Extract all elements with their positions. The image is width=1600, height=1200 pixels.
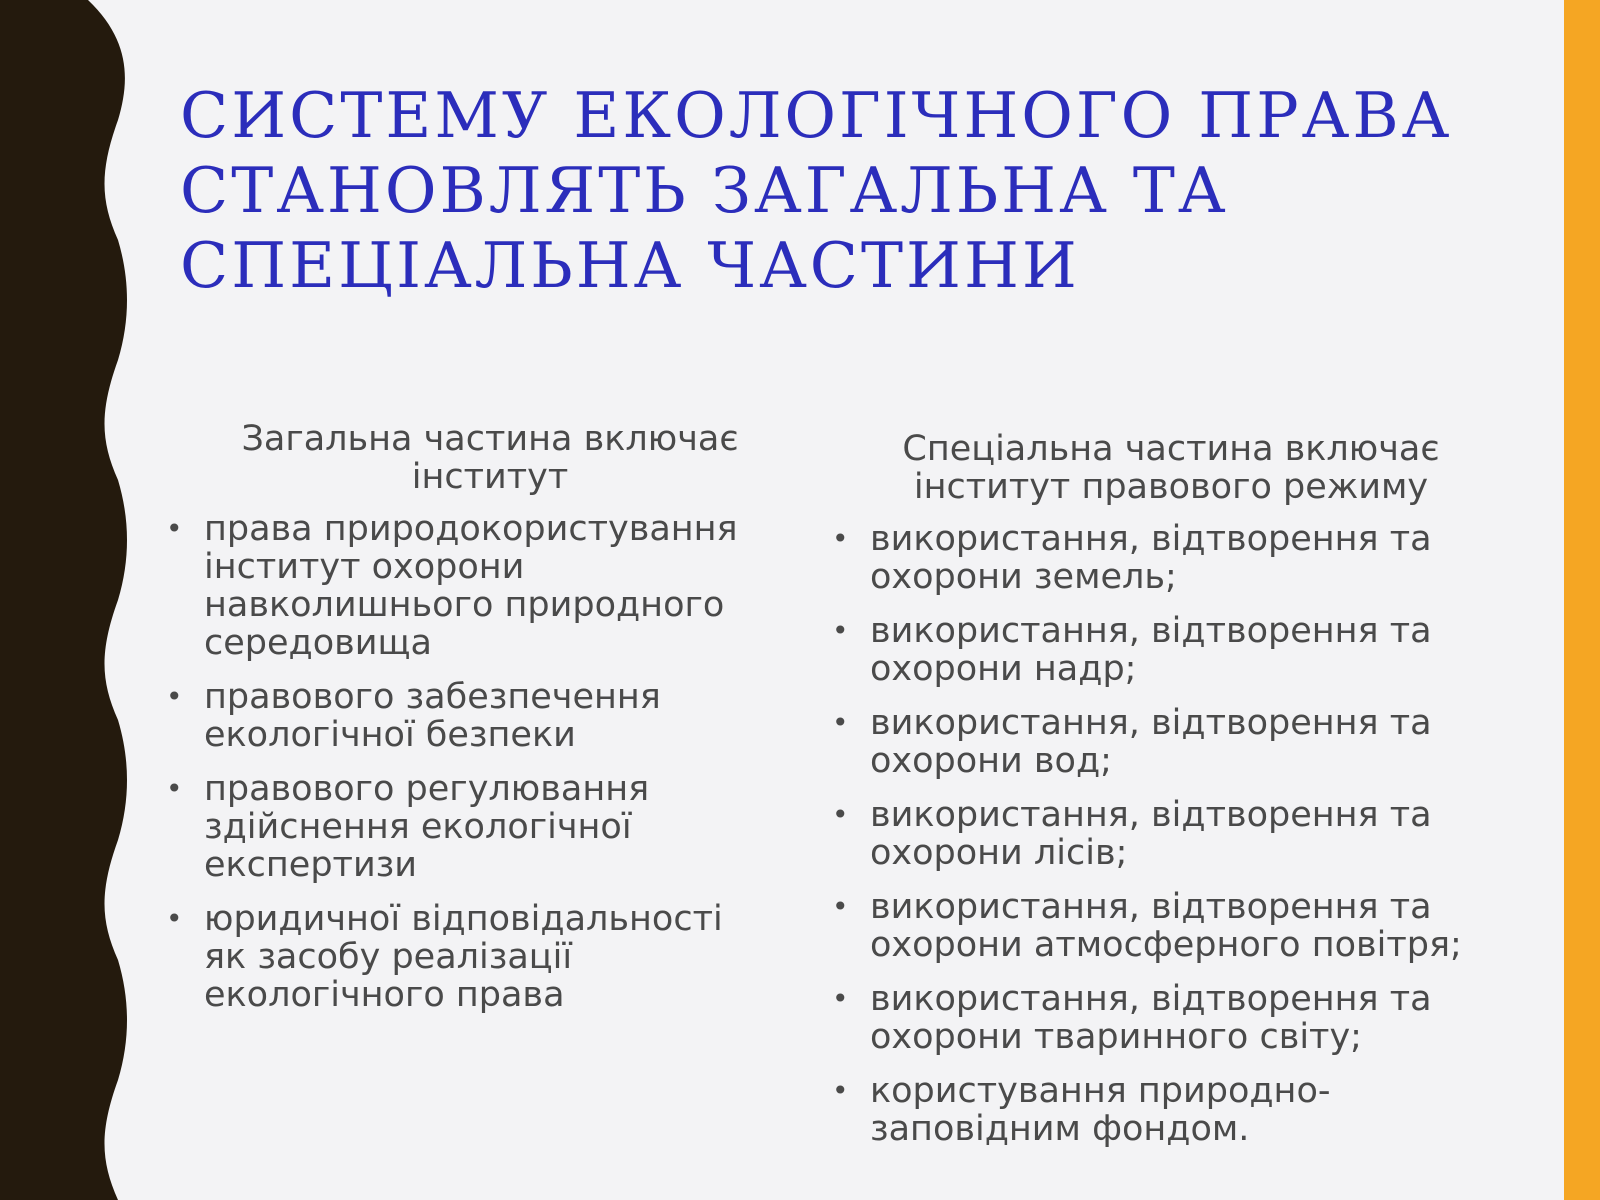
list-item — [160, 510, 790, 662]
title-line: СИСТЕМУ ЕКОЛОГІЧНОГО ПРАВА — [180, 79, 1453, 152]
special-part-heading — [826, 430, 1516, 506]
item-line: охорони атмосферного повітря; — [870, 925, 1462, 965]
special-part-column — [826, 430, 1516, 1164]
heading-line: Спеціальна частина включає — [902, 429, 1440, 469]
slide-title — [180, 78, 1540, 303]
item-line: як засобу реалізації — [204, 937, 573, 977]
bullet-icon: • — [832, 890, 849, 923]
list-item — [826, 1072, 1516, 1148]
bullet-icon: • — [166, 772, 183, 805]
heading-line: Загальна частина включає — [241, 419, 739, 459]
item-line: охорони надр; — [870, 649, 1137, 689]
item-line: використання, відтворення та — [870, 795, 1432, 835]
item-line: охорони лісів; — [870, 833, 1128, 873]
general-part-heading — [160, 420, 790, 496]
item-line: заповідним фондом. — [870, 1109, 1250, 1149]
item-line: використання, відтворення та — [870, 519, 1432, 559]
list-item — [826, 612, 1516, 688]
item-line: охорони вод; — [870, 741, 1112, 781]
title-line: СПЕЦІАЛЬНА ЧАСТИНИ — [180, 229, 1080, 302]
list-item — [160, 678, 790, 754]
item-line: середовища — [204, 623, 432, 663]
bullet-icon: • — [832, 1074, 849, 1107]
list-item — [826, 704, 1516, 780]
item-line: охорони земель; — [870, 557, 1177, 597]
bullet-icon: • — [832, 798, 849, 831]
list-item — [826, 520, 1516, 596]
item-line: використання, відтворення та — [870, 703, 1432, 743]
list-item — [160, 770, 790, 884]
item-line: екологічної безпеки — [204, 715, 576, 755]
bullet-icon: • — [832, 522, 849, 555]
list-item — [826, 980, 1516, 1056]
wave-shape — [0, 0, 127, 1200]
heading-line: інститут правового режиму — [913, 467, 1429, 507]
bullet-icon: • — [832, 982, 849, 1015]
bullet-icon: • — [166, 902, 183, 935]
list-item — [826, 888, 1516, 964]
item-line: використання, відтворення та — [870, 979, 1432, 1019]
bullet-icon: • — [166, 512, 183, 545]
bullet-icon: • — [166, 680, 183, 713]
list-item — [826, 796, 1516, 872]
list-item — [160, 900, 790, 1014]
item-line: навколишнього природного — [204, 585, 725, 625]
item-line: правового регулювання — [204, 769, 650, 809]
item-line: екологічного права — [204, 975, 565, 1015]
item-line: використання, відтворення та — [870, 611, 1432, 651]
item-line: інститут охорони — [204, 547, 525, 587]
item-line: експертизи — [204, 845, 418, 885]
item-line: здійснення екологічної — [204, 807, 632, 847]
item-line: користування природно- — [870, 1071, 1331, 1111]
accent-side-bar — [1564, 0, 1600, 1200]
item-line: правового забезпечення — [204, 677, 661, 717]
general-part-column — [160, 420, 790, 1030]
general-part-list — [160, 510, 790, 1014]
bullet-icon: • — [832, 614, 849, 647]
special-part-list — [826, 520, 1516, 1148]
bullet-icon: • — [832, 706, 849, 739]
title-line: СТАНОВЛЯТЬ ЗАГАЛЬНА ТА — [180, 154, 1229, 227]
heading-line: інститут — [411, 457, 569, 497]
item-line: використання, відтворення та — [870, 887, 1432, 927]
wavy-side-band — [0, 0, 130, 1200]
item-line: юридичної відповідальності — [204, 899, 723, 939]
item-line: права природокористування — [204, 509, 738, 549]
item-line: охорони тваринного світу; — [870, 1017, 1362, 1057]
